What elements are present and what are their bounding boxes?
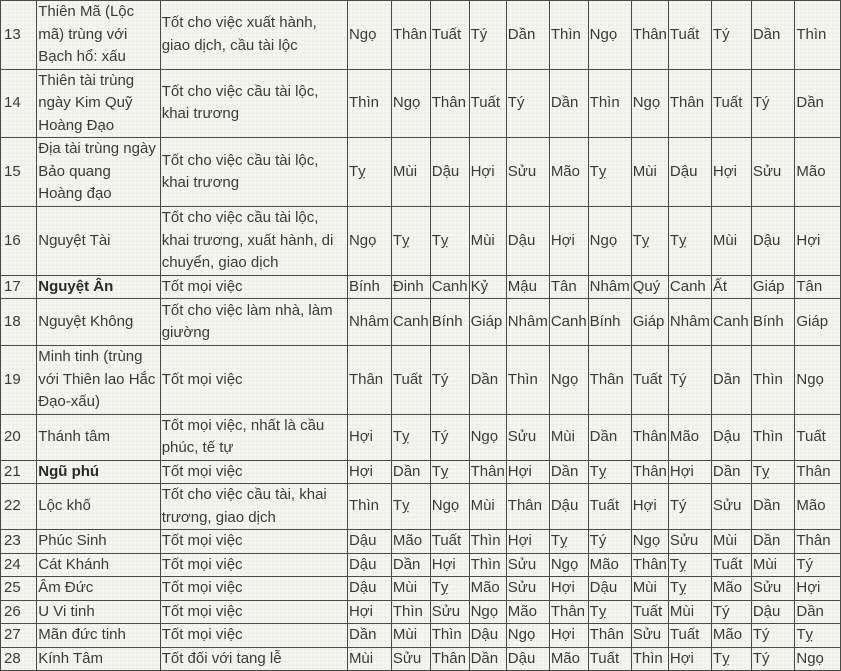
month-cell: Canh [430,275,469,299]
month-cell: Sửu [751,138,795,207]
star-description: Tốt cho việc xuất hành, giao dịch, cầu tài lộc [160,1,347,70]
month-cell: Thìn [795,1,841,70]
star-name: Kính Tâm [37,647,160,671]
row-number: 19 [1,346,37,415]
month-cell: Dậu [751,207,795,276]
month-cell: Tỵ [430,577,469,601]
month-cell: Ngọ [469,414,506,460]
month-cell: Thân [795,460,841,484]
month-cell: Thìn [469,553,506,577]
row-number: 27 [1,624,37,648]
month-cell: Tỵ [711,647,751,671]
star-name: U Vi tinh [37,600,160,624]
month-cell: Thìn [631,647,668,671]
month-cell: Dần [469,346,506,415]
month-cell: Tỵ [588,138,631,207]
star-description: Tốt cho việc cầu tài lộc, khai trương [160,138,347,207]
month-cell: Mùi [391,577,430,601]
month-cell: Hợi [631,484,668,530]
month-cell: Dần [751,1,795,70]
month-cell: Thân [795,530,841,554]
month-cell: Mão [795,484,841,530]
month-cell: Tỵ [391,207,430,276]
month-cell: Thìn [751,414,795,460]
month-cell: Mùi [469,484,506,530]
month-cell: Dần [549,460,588,484]
month-cell: Ngọ [795,346,841,415]
star-name: Địa tài trùng ngày Bảo quang Hoàng đạo [37,138,160,207]
month-cell: Thìn [391,600,430,624]
table-row [1,138,841,207]
month-cell: Thìn [588,69,631,138]
table-row [1,484,841,530]
month-cell: Dần [391,553,430,577]
month-cell: Dậu [751,600,795,624]
row-number: 16 [1,207,37,276]
star-description: Tốt đối với tang lễ [160,647,347,671]
row-number: 23 [1,530,37,554]
month-cell: Tân [549,275,588,299]
row-number: 25 [1,577,37,601]
month-cell: Hợi [668,460,711,484]
table-row [1,69,841,138]
month-cell: Mão [588,553,631,577]
month-cell: Bính [347,275,391,299]
month-cell: Mùi [391,624,430,648]
month-cell: Mùi [711,207,751,276]
month-cell: Ất [711,275,751,299]
month-cell: Ngọ [469,600,506,624]
month-cell: Hợi [711,138,751,207]
month-cell: Tỵ [668,207,711,276]
month-cell: Mùi [751,553,795,577]
month-cell: Mậu [506,275,549,299]
star-description: Tốt mọi việc [160,553,347,577]
month-cell: Ngọ [347,207,391,276]
month-cell: Mão [549,647,588,671]
month-cell: Tuất [711,553,751,577]
month-cell: Tỵ [588,600,631,624]
row-number: 21 [1,460,37,484]
row-number: 20 [1,414,37,460]
month-cell: Dần [391,460,430,484]
month-cell: Dần [506,1,549,70]
month-cell: Tỵ [430,460,469,484]
month-cell: Ngọ [506,624,549,648]
month-cell: Dần [711,460,751,484]
month-cell: Sửu [506,414,549,460]
month-cell: Tỵ [668,553,711,577]
month-cell: Sửu [430,600,469,624]
month-cell: Dậu [549,484,588,530]
month-cell: Dậu [506,207,549,276]
month-cell: Ngọ [588,207,631,276]
month-cell: Dần [751,484,795,530]
month-cell: Mão [506,600,549,624]
month-cell: Sửu [506,138,549,207]
month-cell: Tỵ [391,484,430,530]
month-cell: Dần [795,600,841,624]
month-cell: Canh [711,299,751,346]
month-cell: Tý [668,484,711,530]
table-row [1,1,841,70]
month-cell: Sửu [668,530,711,554]
month-cell: Kỷ [469,275,506,299]
month-cell: Mão [469,577,506,601]
month-cell: Dần [347,624,391,648]
month-cell: Ngọ [588,1,631,70]
month-cell: Quý [631,275,668,299]
star-description: Tốt cho việc cầu tài lộc, khai trương, xuất hành, di chuyển, giao dịch [160,207,347,276]
month-cell: Mão [668,414,711,460]
month-cell: Mùi [631,577,668,601]
month-cell: Sửu [506,577,549,601]
star-description: Tốt mọi việc [160,624,347,648]
month-cell: Sửu [631,624,668,648]
star-description: Tốt mọi việc [160,460,347,484]
month-cell: Đinh [391,275,430,299]
month-cell: Canh [668,275,711,299]
star-description: Tốt mọi việc [160,275,347,299]
month-cell: Dậu [347,530,391,554]
month-cell: Tỵ [549,530,588,554]
month-cell: Tỵ [751,460,795,484]
month-cell: Ngọ [430,484,469,530]
month-cell: Tân [795,275,841,299]
month-cell: Tý [751,69,795,138]
month-cell: Tuất [668,624,711,648]
month-cell: Tý [711,1,751,70]
month-cell: Tuất [711,69,751,138]
month-cell: Nhâm [506,299,549,346]
star-name: Nguyệt Tài [37,207,160,276]
month-cell: Dần [751,530,795,554]
month-cell: Dậu [711,414,751,460]
month-cell: Nhâm [668,299,711,346]
month-cell: Thân [549,600,588,624]
month-cell: Dần [549,69,588,138]
star-description: Tốt cho việc cầu tài, khai trương, giao dịch [160,484,347,530]
month-cell: Giáp [795,299,841,346]
star-name: Lộc khố [37,484,160,530]
star-name: Thiên tài trùng ngày Kim Quỹ Hoàng Đạo [37,69,160,138]
month-cell: Thìn [751,346,795,415]
month-cell: Mùi [549,414,588,460]
month-cell: Thân [631,414,668,460]
star-description: Tốt mọi việc [160,577,347,601]
month-cell: Dậu [469,624,506,648]
month-cell: Thân [631,553,668,577]
month-cell: Tý [668,346,711,415]
month-cell: Sửu [711,484,751,530]
month-cell: Mùi [391,138,430,207]
star-name: Mãn đức tinh [37,624,160,648]
month-cell: Thìn [506,346,549,415]
star-description: Tốt mọi việc [160,530,347,554]
month-cell: Tỵ [631,207,668,276]
month-cell: Tuất [631,346,668,415]
table-row [1,207,841,276]
month-cell: Dần [795,69,841,138]
month-cell: Thân [588,624,631,648]
month-cell: Tý [751,624,795,648]
row-number: 28 [1,647,37,671]
month-cell: Tuất [668,1,711,70]
month-cell: Bính [588,299,631,346]
month-cell: Dậu [588,577,631,601]
month-cell: Tý [430,346,469,415]
table-row [1,577,841,601]
month-cell: Mùi [668,600,711,624]
table-row [1,299,841,346]
month-cell: Bính [751,299,795,346]
month-cell: Tý [795,553,841,577]
month-cell: Mão [711,624,751,648]
month-cell: Thân [668,69,711,138]
month-cell: Sửu [751,577,795,601]
month-cell: Tỵ [588,460,631,484]
row-number: 24 [1,553,37,577]
month-cell: Ngọ [631,69,668,138]
month-cell: Hợi [795,207,841,276]
month-cell: Tuất [631,600,668,624]
star-description: Tốt cho việc cầu tài lộc, khai trương [160,69,347,138]
month-cell: Dần [588,414,631,460]
month-cell: Hợi [506,460,549,484]
star-name: Âm Đức [37,577,160,601]
month-cell: Canh [391,299,430,346]
row-number: 13 [1,1,37,70]
month-cell: Giáp [751,275,795,299]
month-cell: Giáp [469,299,506,346]
table-row [1,346,841,415]
month-cell: Hợi [668,647,711,671]
table-row [1,530,841,554]
month-cell: Tuất [430,530,469,554]
month-cell: Thân [430,647,469,671]
month-cell: Dậu [347,577,391,601]
month-cell: Dậu [430,138,469,207]
month-cell: Tuất [430,1,469,70]
month-cell: Thân [631,1,668,70]
row-number: 18 [1,299,37,346]
month-cell: Bính [430,299,469,346]
month-cell: Nhâm [588,275,631,299]
month-cell: Thìn [347,69,391,138]
month-cell: Hợi [347,414,391,460]
month-cell: Mão [795,138,841,207]
table-row [1,553,841,577]
table-body [1,0,841,671]
table-row [1,647,841,671]
month-cell: Tuất [469,69,506,138]
star-name: Phúc Sinh [37,530,160,554]
star-name: Nguyệt Ân [37,275,160,299]
month-cell: Tỵ [430,207,469,276]
row-number: 14 [1,69,37,138]
month-cell: Thân [588,346,631,415]
month-cell: Ngọ [347,1,391,70]
month-cell: Tỵ [795,624,841,648]
month-cell: Thìn [469,530,506,554]
month-cell: Thân [469,460,506,484]
month-cell: Dậu [668,138,711,207]
month-cell: Tý [588,530,631,554]
star-description: Tốt mọi việc, nhất là cầu phúc, tế tự [160,414,347,460]
month-cell: Thân [347,346,391,415]
month-cell: Hợi [549,577,588,601]
month-cell: Thân [391,1,430,70]
month-cell: Ngọ [631,530,668,554]
month-cell: Thìn [549,1,588,70]
month-cell: Dần [469,647,506,671]
row-number: 15 [1,138,37,207]
table-row [1,624,841,648]
star-description: Tốt cho việc làm nhà, làm giường [160,299,347,346]
month-cell: Tý [430,414,469,460]
month-cell: Mùi [469,207,506,276]
month-cell: Tuất [588,484,631,530]
month-cell: Canh [549,299,588,346]
star-name: Ngũ phú [37,460,160,484]
month-cell: Mùi [711,530,751,554]
month-cell: Hợi [347,460,391,484]
month-cell: Tuất [795,414,841,460]
star-name: Thánh tâm [37,414,160,460]
star-name: Minh tinh (trùng với Thiên lao Hắc Đạo-xấu) [37,346,160,415]
table-row [1,460,841,484]
month-cell: Hợi [549,207,588,276]
month-cell: Thìn [347,484,391,530]
month-cell: Thìn [430,624,469,648]
month-cell: Thân [430,69,469,138]
row-number: 22 [1,484,37,530]
month-cell: Hợi [430,553,469,577]
table-row [1,600,841,624]
month-cell: Tỵ [668,577,711,601]
month-cell: Tý [506,69,549,138]
month-cell: Mão [711,577,751,601]
month-cell: Tỵ [391,414,430,460]
month-cell: Tý [469,1,506,70]
table-row [1,414,841,460]
star-description: Tốt mọi việc [160,600,347,624]
month-cell: Mùi [347,647,391,671]
month-cell: Hợi [506,530,549,554]
month-cell: Tuất [391,346,430,415]
month-cell: Tý [751,647,795,671]
month-cell: Giáp [631,299,668,346]
month-cell: Nhâm [347,299,391,346]
month-cell: Thân [506,484,549,530]
month-cell: Ngọ [549,346,588,415]
month-cell: Hợi [347,600,391,624]
month-cell: Mùi [631,138,668,207]
month-cell: Dần [711,346,751,415]
star-name: Thiên Mã (Lộc mã) trùng với Bạch hổ: xấu [37,1,160,70]
star-name: Nguyệt Không [37,299,160,346]
month-cell: Hợi [469,138,506,207]
month-cell: Hợi [549,624,588,648]
month-cell: Tuất [588,647,631,671]
month-cell: Mão [391,530,430,554]
month-cell: Hợi [795,577,841,601]
month-cell: Dậu [506,647,549,671]
row-number: 17 [1,275,37,299]
month-cell: Thân [631,460,668,484]
month-cell: Mão [549,138,588,207]
month-cell: Ngọ [549,553,588,577]
month-cell: Tỵ [347,138,391,207]
row-number: 26 [1,600,37,624]
table-row [1,275,841,299]
month-cell: Dậu [347,553,391,577]
month-cell: Sửu [391,647,430,671]
star-name: Cát Khánh [37,553,160,577]
month-cell: Ngọ [391,69,430,138]
month-cell: Sửu [506,553,549,577]
month-cell: Ngọ [795,647,841,671]
star-description: Tốt mọi việc [160,346,347,415]
month-cell: Tý [711,600,751,624]
